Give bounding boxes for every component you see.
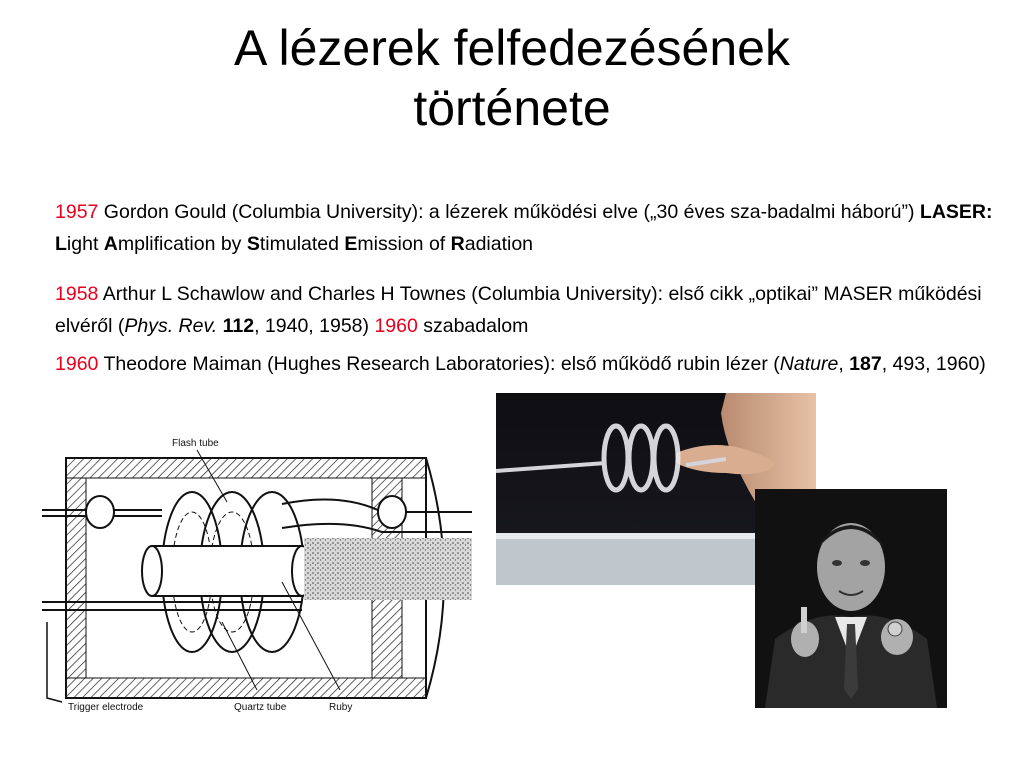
label-quartz-tube: Quartz tube [234,702,287,713]
journal-nature: Nature [779,353,839,375]
acronym-l: L [55,233,67,255]
acronym-e: E [344,233,358,255]
para3-text: Theodore Maiman (Hughes Research Laboratories): első működő rubin lézer ( [98,353,780,375]
word-radiation: adiation [464,233,534,255]
para2-text: Arthur L Schawlow and Charles H Townes (Columbia University): első cikk „optikai” MASER működési elvéről ( [55,283,982,337]
word-stimulated: timulated [259,233,345,255]
title-line-2: története [413,80,611,136]
label-trigger-electrode: Trigger electrode [68,702,144,713]
paragraph-1958 [55,278,1005,342]
laser-label: LASER: [919,201,993,223]
journal-phys-rev: Phys. Rev. [124,315,218,337]
title-line-1: A lézerek felfedezésének [234,20,790,76]
volume-187: 187 [849,353,882,375]
label-flash-tube: Flash tube [172,438,219,449]
slide-title [0,18,1024,138]
acronym-r: R [450,233,465,255]
comma: , [838,353,850,375]
para1-text: Gordon Gould (Columbia University): a lézerek működési elve („30 éves sza-badalmi háború”) [98,201,920,223]
acronym-a: A [103,233,118,255]
maiman-image [755,489,947,708]
year-1957: 1957 [55,201,99,223]
para2-text-c: szabadalom [417,315,529,337]
acronym-s: S [246,233,260,255]
label-ruby: Ruby [329,702,353,713]
paragraph-1960 [55,348,1005,380]
ruby-laser-diagram [42,432,472,717]
para2-text-b: , 1940, 1958) [254,315,375,337]
year-1958: 1958 [55,283,99,305]
year-1960: 1960 [55,353,99,375]
paragraph-1957 [55,196,1005,260]
word-light: ight [66,233,104,255]
para3-text-b: , 493, 1960) [881,353,986,375]
year-1960-patent: 1960 [374,315,418,337]
word-emission: mission of [357,233,451,255]
maiman-photo [755,489,947,708]
word-amplification: mplification by [117,233,247,255]
volume-112: 112 [222,315,255,337]
